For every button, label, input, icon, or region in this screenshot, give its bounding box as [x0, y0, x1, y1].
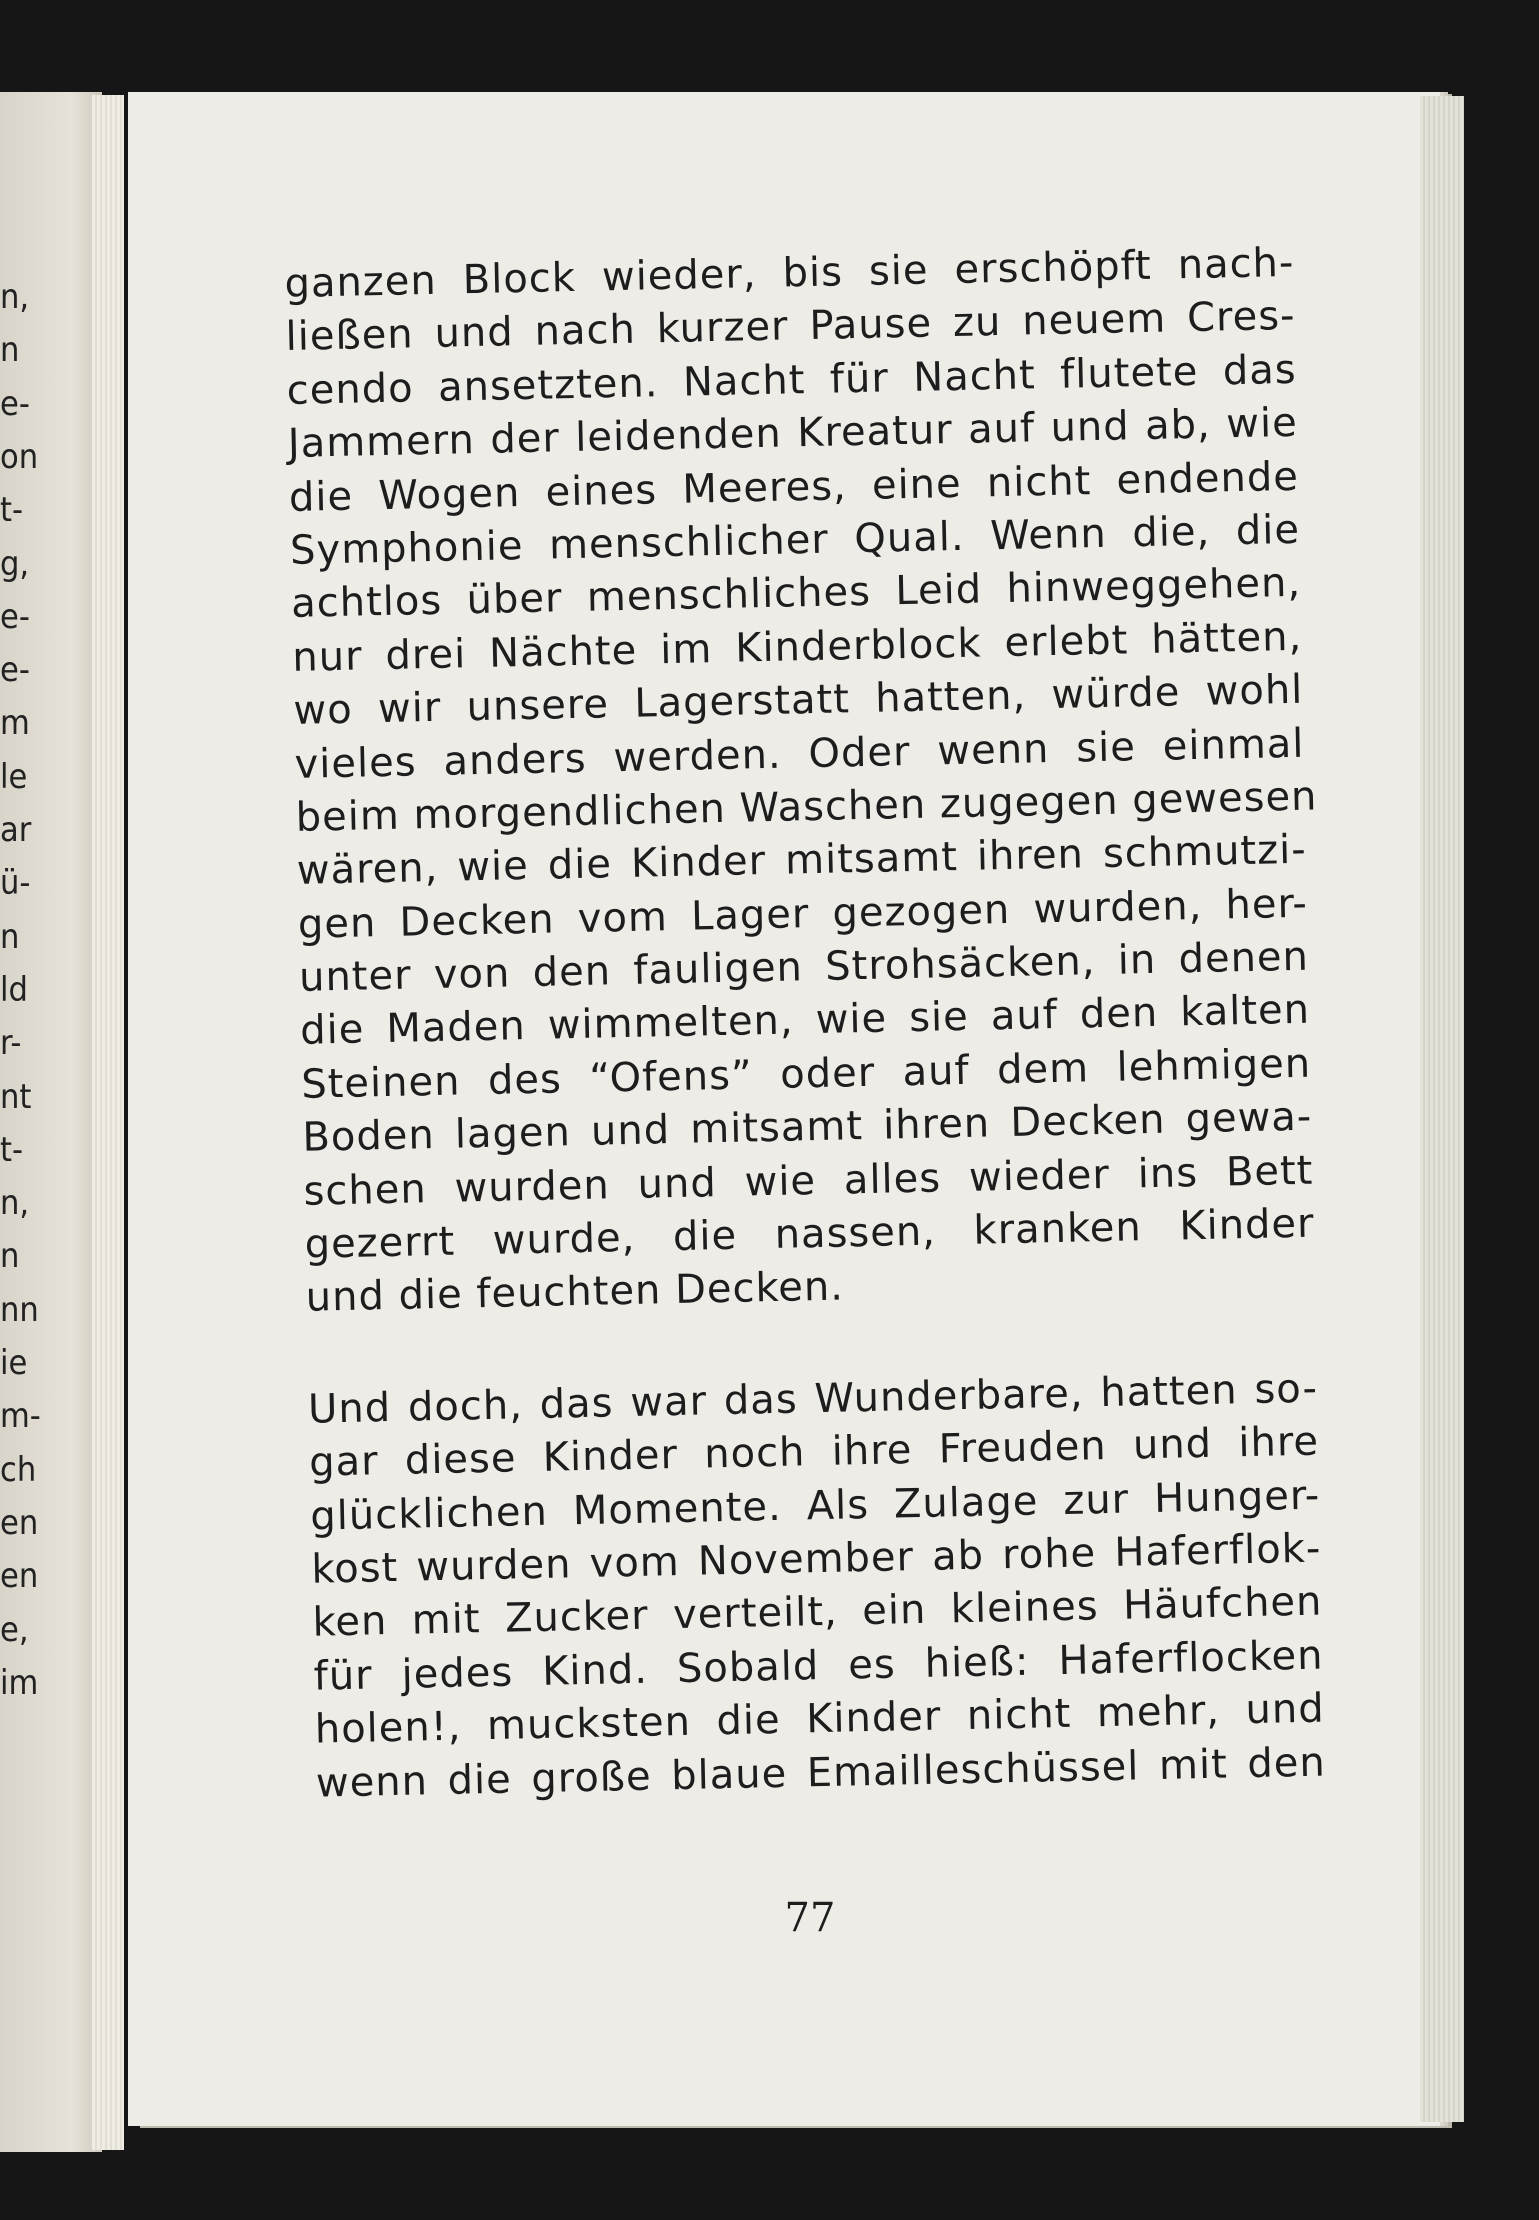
text-line: unter von den fauligen Strohsäcken, in denen [298, 933, 1310, 1001]
text-line: nur drei Nächte im Kinderblock erlebt hätten, [291, 613, 1303, 681]
left-page-fragment: im [0, 1662, 39, 1703]
right-page-paper-stack [1420, 96, 1464, 2122]
text-line: achtlos über menschliches Leid hinweggehen, [290, 560, 1302, 628]
paragraph-1 [284, 237, 1316, 1326]
left-page-fragment: m- [0, 1396, 41, 1437]
text-line: Jammern der leidenden Kreatur auf und ab, wie [287, 399, 1299, 468]
text-line: kost wurden vom November ab rohe Haferflok- [310, 1525, 1322, 1593]
text-line: wenn die große blaue Emailleschüssel mit den [315, 1739, 1327, 1807]
text-line: cendo ansetzten. Nacht für Nacht flutete das [286, 346, 1298, 414]
left-page-fragment: m [0, 703, 30, 744]
left-page-fragment: en [0, 1502, 39, 1543]
left-page-fragment: t- [0, 1129, 24, 1170]
text-line: vieles anders werden. Oder wenn sie einmal [294, 720, 1305, 788]
left-page-fragment: n [0, 330, 20, 371]
left-page-fragment: ie [0, 1343, 28, 1383]
left-page-fragment: e, [0, 1609, 29, 1650]
text-line: wo wir unsere Lagerstatt hatten, würde wohl [293, 666, 1304, 735]
text-line: wären, wie die Kinder mitsamt ihren schmutzi- [296, 827, 1308, 895]
left-page-fragment: g, [0, 543, 30, 584]
left-page-fragment: n, [0, 277, 30, 317]
left-page-fragment: n [0, 1236, 20, 1277]
text-line: und die feuchten Decken. [305, 1263, 845, 1322]
text-line: Symphonie menschlicher Qual. Wenn die, die [289, 506, 1301, 574]
left-page-fragment: e- [0, 383, 30, 424]
text-line: Steinen des “Ofens” oder auf dem lehmigen [300, 1040, 1312, 1108]
left-page-fragment: en [0, 1556, 39, 1597]
text-line: die Wogen eines Meeres, eine nicht endende [288, 453, 1300, 521]
left-page-fragment: on [0, 436, 39, 477]
left-page-fragment: nn [0, 1289, 39, 1330]
text-line: die Maden wimmelten, wie sie auf den kalten [299, 987, 1311, 1055]
left-page-paper-stack [92, 95, 124, 2150]
text-line: Boden lagen und mitsamt ihren Decken gewa- [301, 1093, 1313, 1162]
left-page-fragment: t- [0, 490, 24, 531]
left-page-fragment: e- [0, 596, 30, 637]
text-line: beim morgendlichen Waschen zugegen gewesen [295, 773, 1318, 841]
text-line: holen!, mucksten die Kinder nicht mehr, und [314, 1685, 1326, 1753]
left-page-fragment: r- [0, 1023, 22, 1064]
text-line: gezerrt wurde, die nassen, kranken Kinder [304, 1200, 1315, 1268]
left-page-fragment: ld [0, 969, 28, 1010]
page-body-text [284, 237, 1326, 1811]
paragraph-2 [308, 1362, 1327, 1810]
text-line: gar diese Kinder noch ihre Freuden und ihre [308, 1418, 1320, 1486]
text-line: ließen und nach kurzer Pause zu neuem Cres- [285, 293, 1296, 361]
text-line: gen Decken vom Lager gezogen wurden, her- [297, 880, 1309, 948]
text-line: glücklichen Momente. Als Zulage zur Hunger- [309, 1472, 1321, 1540]
text-line: schen wurden und wie alles wieder ins Bett [303, 1147, 1314, 1215]
page-number: 77 [784, 1895, 836, 1941]
text-line: für jedes Kind. Sobald es hieß: Haferflocken [313, 1632, 1324, 1700]
text-line: ganzen Block wieder, bis sie erschöpft nach- [284, 239, 1295, 307]
left-page-fragment: ü- [0, 863, 31, 904]
text-line: Und doch, das war das Wunderbare, hatten so- [307, 1365, 1319, 1433]
left-page-fragment: ch [0, 1449, 37, 1490]
left-page-fragment: n, [0, 1183, 30, 1224]
left-page-fragment: nt [0, 1076, 32, 1117]
left-page-fragment: e- [0, 650, 30, 691]
left-page-fragment: ar [0, 810, 32, 850]
left-page-fragment: n [0, 916, 20, 957]
left-page-fragment: le [0, 756, 28, 797]
text-line: ken mit Zucker verteilt, ein kleines Häufchen [312, 1578, 1323, 1647]
